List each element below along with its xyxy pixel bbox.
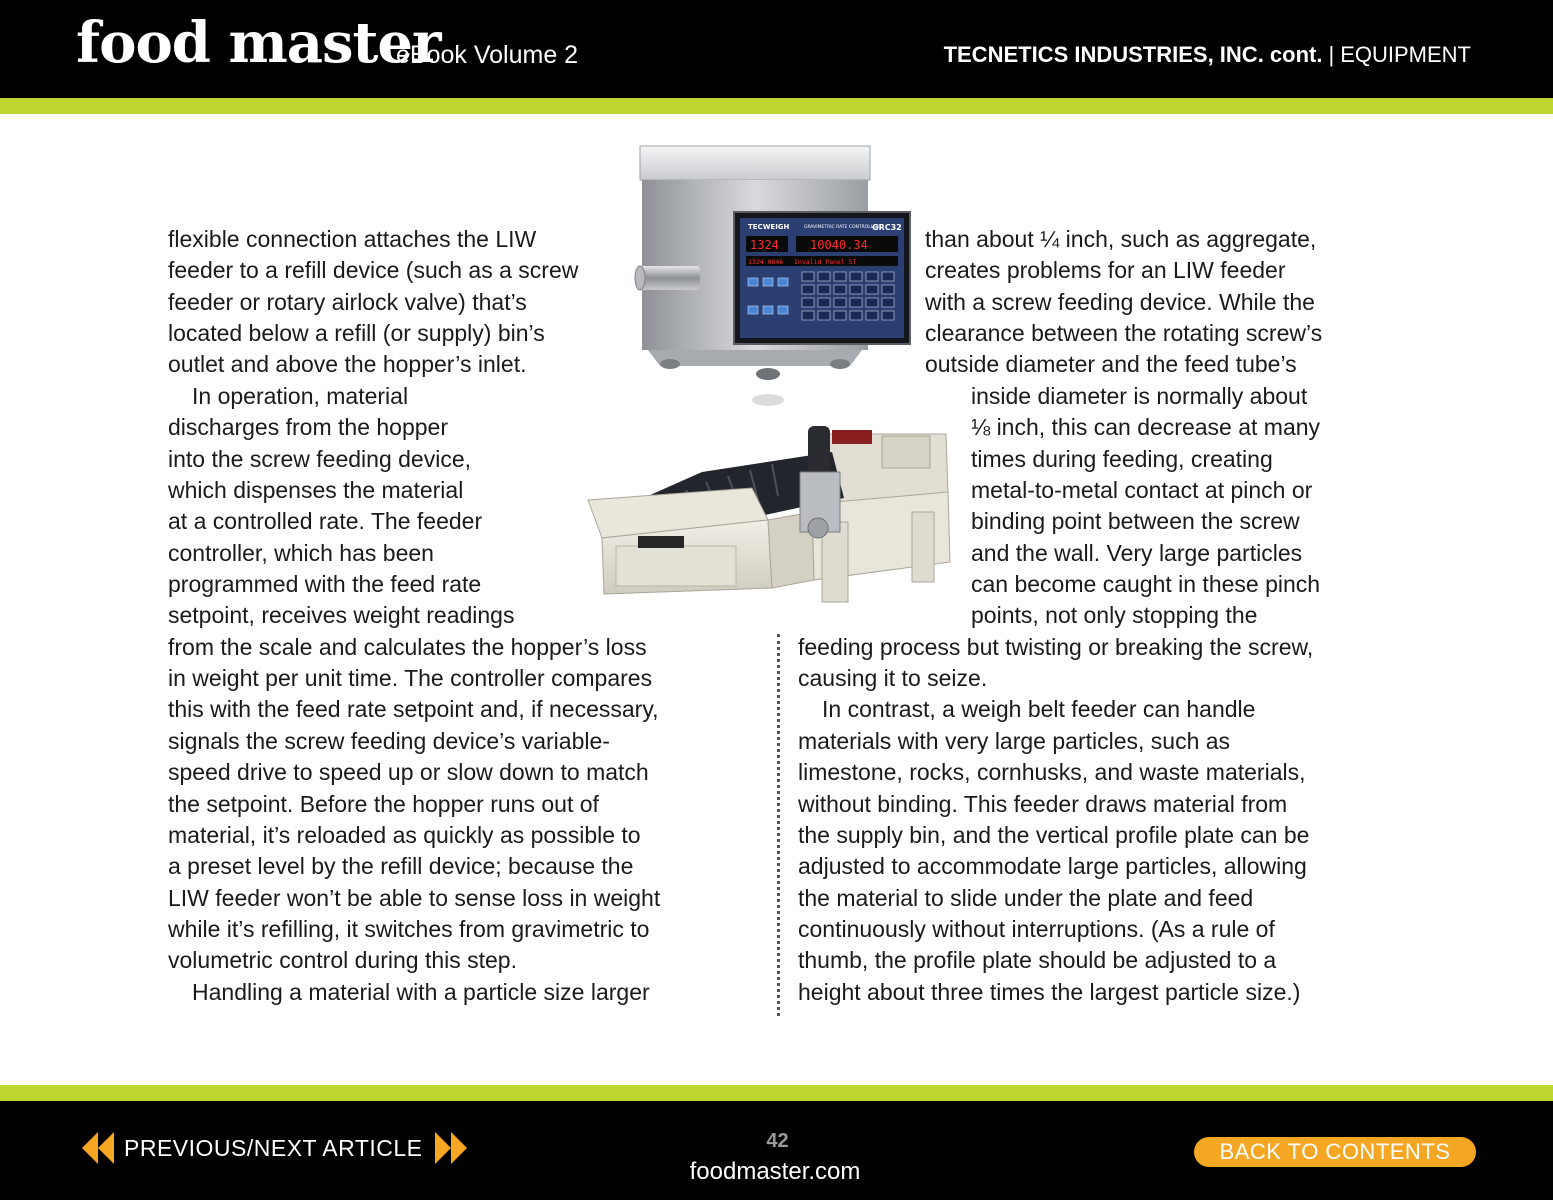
right-text-line: and the wall. Very large particles: [971, 540, 1303, 566]
controller-keypad-key: [834, 272, 846, 281]
controller-title-label: GRAVIMETRIC RATE CONTROLLER: [804, 225, 880, 230]
left-text-line: programmed with the feed rate: [168, 571, 482, 597]
left-text-line: discharges from the hopper: [168, 414, 448, 440]
hopper-foot: [830, 359, 850, 369]
belt-wheel: [808, 518, 828, 538]
controller-key: [763, 306, 773, 314]
controller-brand-label: TECWEIGH: [748, 223, 790, 231]
right-text-line: times during feeding, creating: [971, 446, 1273, 472]
controller-display-sub: 1324 0846: [748, 258, 784, 266]
weigh-belt-feeder-image: [582, 412, 958, 622]
belt-valve: [832, 430, 872, 444]
right-text-line: adjusted to accommodate large particles, allowing: [798, 853, 1307, 879]
left-text-line: setpoint, receives weight readings: [168, 602, 515, 628]
header-accent-stripe: [0, 98, 1553, 114]
right-text-line: limestone, rocks, cornhusks, and waste materials,: [798, 759, 1306, 785]
right-text-line: causing it to seize.: [798, 665, 988, 691]
left-text-line: feeder or rotary airlock valve) that’s: [168, 289, 527, 315]
section-separator: |: [1328, 42, 1335, 67]
controller-keypad-key: [866, 272, 878, 281]
right-text-line: creates problems for an LIW feeder: [925, 257, 1286, 283]
controller-keypad-key: [802, 285, 814, 294]
controller-keypad-key: [818, 285, 830, 294]
controller-keypad-key: [882, 285, 894, 294]
previous-arrow-icon[interactable]: [80, 1130, 116, 1166]
hopper-foot: [756, 368, 780, 380]
controller-keypad-key: [802, 311, 814, 320]
controller-keypad-key: [802, 272, 814, 281]
left-text-line: this with the feed rate setpoint and, if necessary,: [168, 696, 659, 722]
right-text-line: continuously without interruptions. (As a rule of: [798, 916, 1275, 942]
category-label: EQUIPMENT: [1340, 42, 1471, 67]
controller-key: [778, 278, 788, 286]
left-text-line: material, it’s reloaded as quickly as possible to: [168, 822, 641, 848]
discharge-pipe: [638, 266, 700, 290]
controller-key: [748, 278, 758, 286]
controller-keypad-key: [834, 285, 846, 294]
left-text-line: feeder to a refill device (such as a screw: [168, 257, 579, 283]
controller-key: [778, 306, 788, 314]
page-number: 42: [766, 1130, 789, 1152]
section-title: [944, 40, 1471, 70]
controller-keypad-key: [850, 311, 862, 320]
right-text-line: metal-to-metal contact at pinch or: [971, 477, 1313, 503]
controller-keypad-key: [882, 298, 894, 307]
left-text-line: signals the screw feeding device’s variable-: [168, 728, 610, 754]
right-text-line: height about three times the largest particle size.): [798, 979, 1301, 1005]
left-text-line: LIW feeder won’t be able to sense loss in weight: [168, 885, 661, 911]
hopper-foot-shadow: [752, 394, 784, 406]
controller-keypad-key: [802, 298, 814, 307]
controller-model-label: GRC32: [872, 223, 902, 232]
right-text-line: ⅛ inch, this can decrease at many: [971, 414, 1321, 440]
discharge-pipe-end: [635, 266, 645, 290]
belt-label-plate: [638, 536, 684, 548]
previous-next-label: PREVIOUS/NEXT ARTICLE: [124, 1134, 423, 1161]
next-arrow-icon[interactable]: [433, 1130, 469, 1166]
right-text-line: the material to slide under the plate and feed: [798, 885, 1254, 911]
controller-keypad-key: [818, 298, 830, 307]
controller-display-left-value: 1324: [750, 238, 779, 252]
site-link[interactable]: foodmaster.com: [689, 1158, 861, 1185]
controller-keypad-key: [818, 311, 830, 320]
belt-actuator: [808, 426, 830, 476]
controller-key: [748, 306, 758, 314]
controller-key: [763, 278, 773, 286]
belt-leg: [912, 512, 934, 582]
right-text-line: thumb, the profile plate should be adjusted to a: [798, 947, 1277, 973]
controller-keypad-key: [866, 298, 878, 307]
hopper-rim: [640, 146, 870, 180]
liw-feeder-image: [628, 142, 918, 412]
left-text-line: which dispenses the material: [168, 477, 464, 503]
left-text-line: outlet and above the hopper’s inlet.: [168, 351, 527, 377]
left-text-line: from the scale and calculates the hopper’s loss: [168, 634, 647, 660]
right-text-line: points, not only stopping the: [971, 602, 1258, 628]
right-text-line: without binding. This feeder draws material from: [798, 791, 1288, 817]
right-text-line: feeding process but twisting or breaking the screw,: [798, 634, 1314, 660]
left-text-line: speed drive to speed up or slow down to match: [168, 759, 649, 785]
right-text-line: outside diameter and the feed tube’s: [925, 351, 1297, 377]
left-text-line: controller, which has been: [168, 540, 434, 566]
controller-keypad-key: [850, 272, 862, 281]
left-text-line: into the screw feeding device,: [168, 446, 472, 472]
brand-logo: food master: [76, 10, 441, 76]
left-text-line: Handling a material with a particle size larger: [192, 979, 650, 1005]
right-text-line: can become caught in these pinch: [971, 571, 1321, 597]
controller-keypad-key: [850, 285, 862, 294]
right-text-line: the supply bin, and the vertical profile plate can be: [798, 822, 1310, 848]
belt-access-panel: [616, 546, 736, 586]
previous-next-article-nav[interactable]: [80, 1128, 469, 1168]
controller-keypad-key: [818, 272, 830, 281]
left-text-line: located below a refill (or supply) bin’s: [168, 320, 545, 346]
left-text-line: flexible connection attaches the LIW: [168, 226, 537, 252]
left-text-line: In operation, material: [192, 383, 409, 409]
controller-keypad-key: [882, 311, 894, 320]
column-divider: [777, 634, 780, 1016]
hopper-base: [648, 350, 862, 366]
left-text-line: at a controlled rate. The feeder: [168, 508, 483, 534]
right-text-line: than about ¼ inch, such as aggregate,: [925, 226, 1317, 252]
controller-keypad-key: [882, 272, 894, 281]
controller-keypad-key: [850, 298, 862, 307]
company-name: TECNETICS INDUSTRIES, INC. cont.: [943, 42, 1323, 67]
right-text-line: binding point between the screw: [971, 508, 1300, 534]
left-text-line: the setpoint. Before the hopper runs out of: [168, 791, 599, 817]
left-text-line: in weight per unit time. The controller compares: [168, 665, 653, 691]
left-text-line: volumetric control during this step.: [168, 947, 517, 973]
right-text-line: clearance between the rotating screw’s: [925, 320, 1323, 346]
controller-display-right-value: 10040.34: [810, 238, 868, 252]
right-text-line: materials with very large particles, such as: [798, 728, 1231, 754]
right-text-line: In contrast, a weigh belt feeder can handle: [822, 696, 1256, 722]
controller-keypad-key: [834, 311, 846, 320]
controller-keypad-key: [866, 285, 878, 294]
right-text-line: with a screw feeding device. While the: [925, 289, 1315, 315]
belt-top-box: [882, 436, 930, 468]
right-text-line: inside diameter is normally about: [971, 383, 1308, 409]
footer-accent-stripe: [0, 1085, 1553, 1101]
controller-keypad-key: [866, 311, 878, 320]
controller-keypad-key: [834, 298, 846, 307]
edition-label: eBook Volume 2: [396, 41, 579, 69]
controller-display-message: Invalid Panel ST: [794, 258, 857, 266]
left-text-line: a preset level by the refill device; because the: [168, 853, 634, 879]
back-to-contents-button[interactable]: BACK TO CONTENTS: [1194, 1137, 1476, 1167]
left-text-line: while it’s refilling, it switches from gravimetric to: [168, 916, 650, 942]
hopper-foot: [660, 359, 680, 369]
